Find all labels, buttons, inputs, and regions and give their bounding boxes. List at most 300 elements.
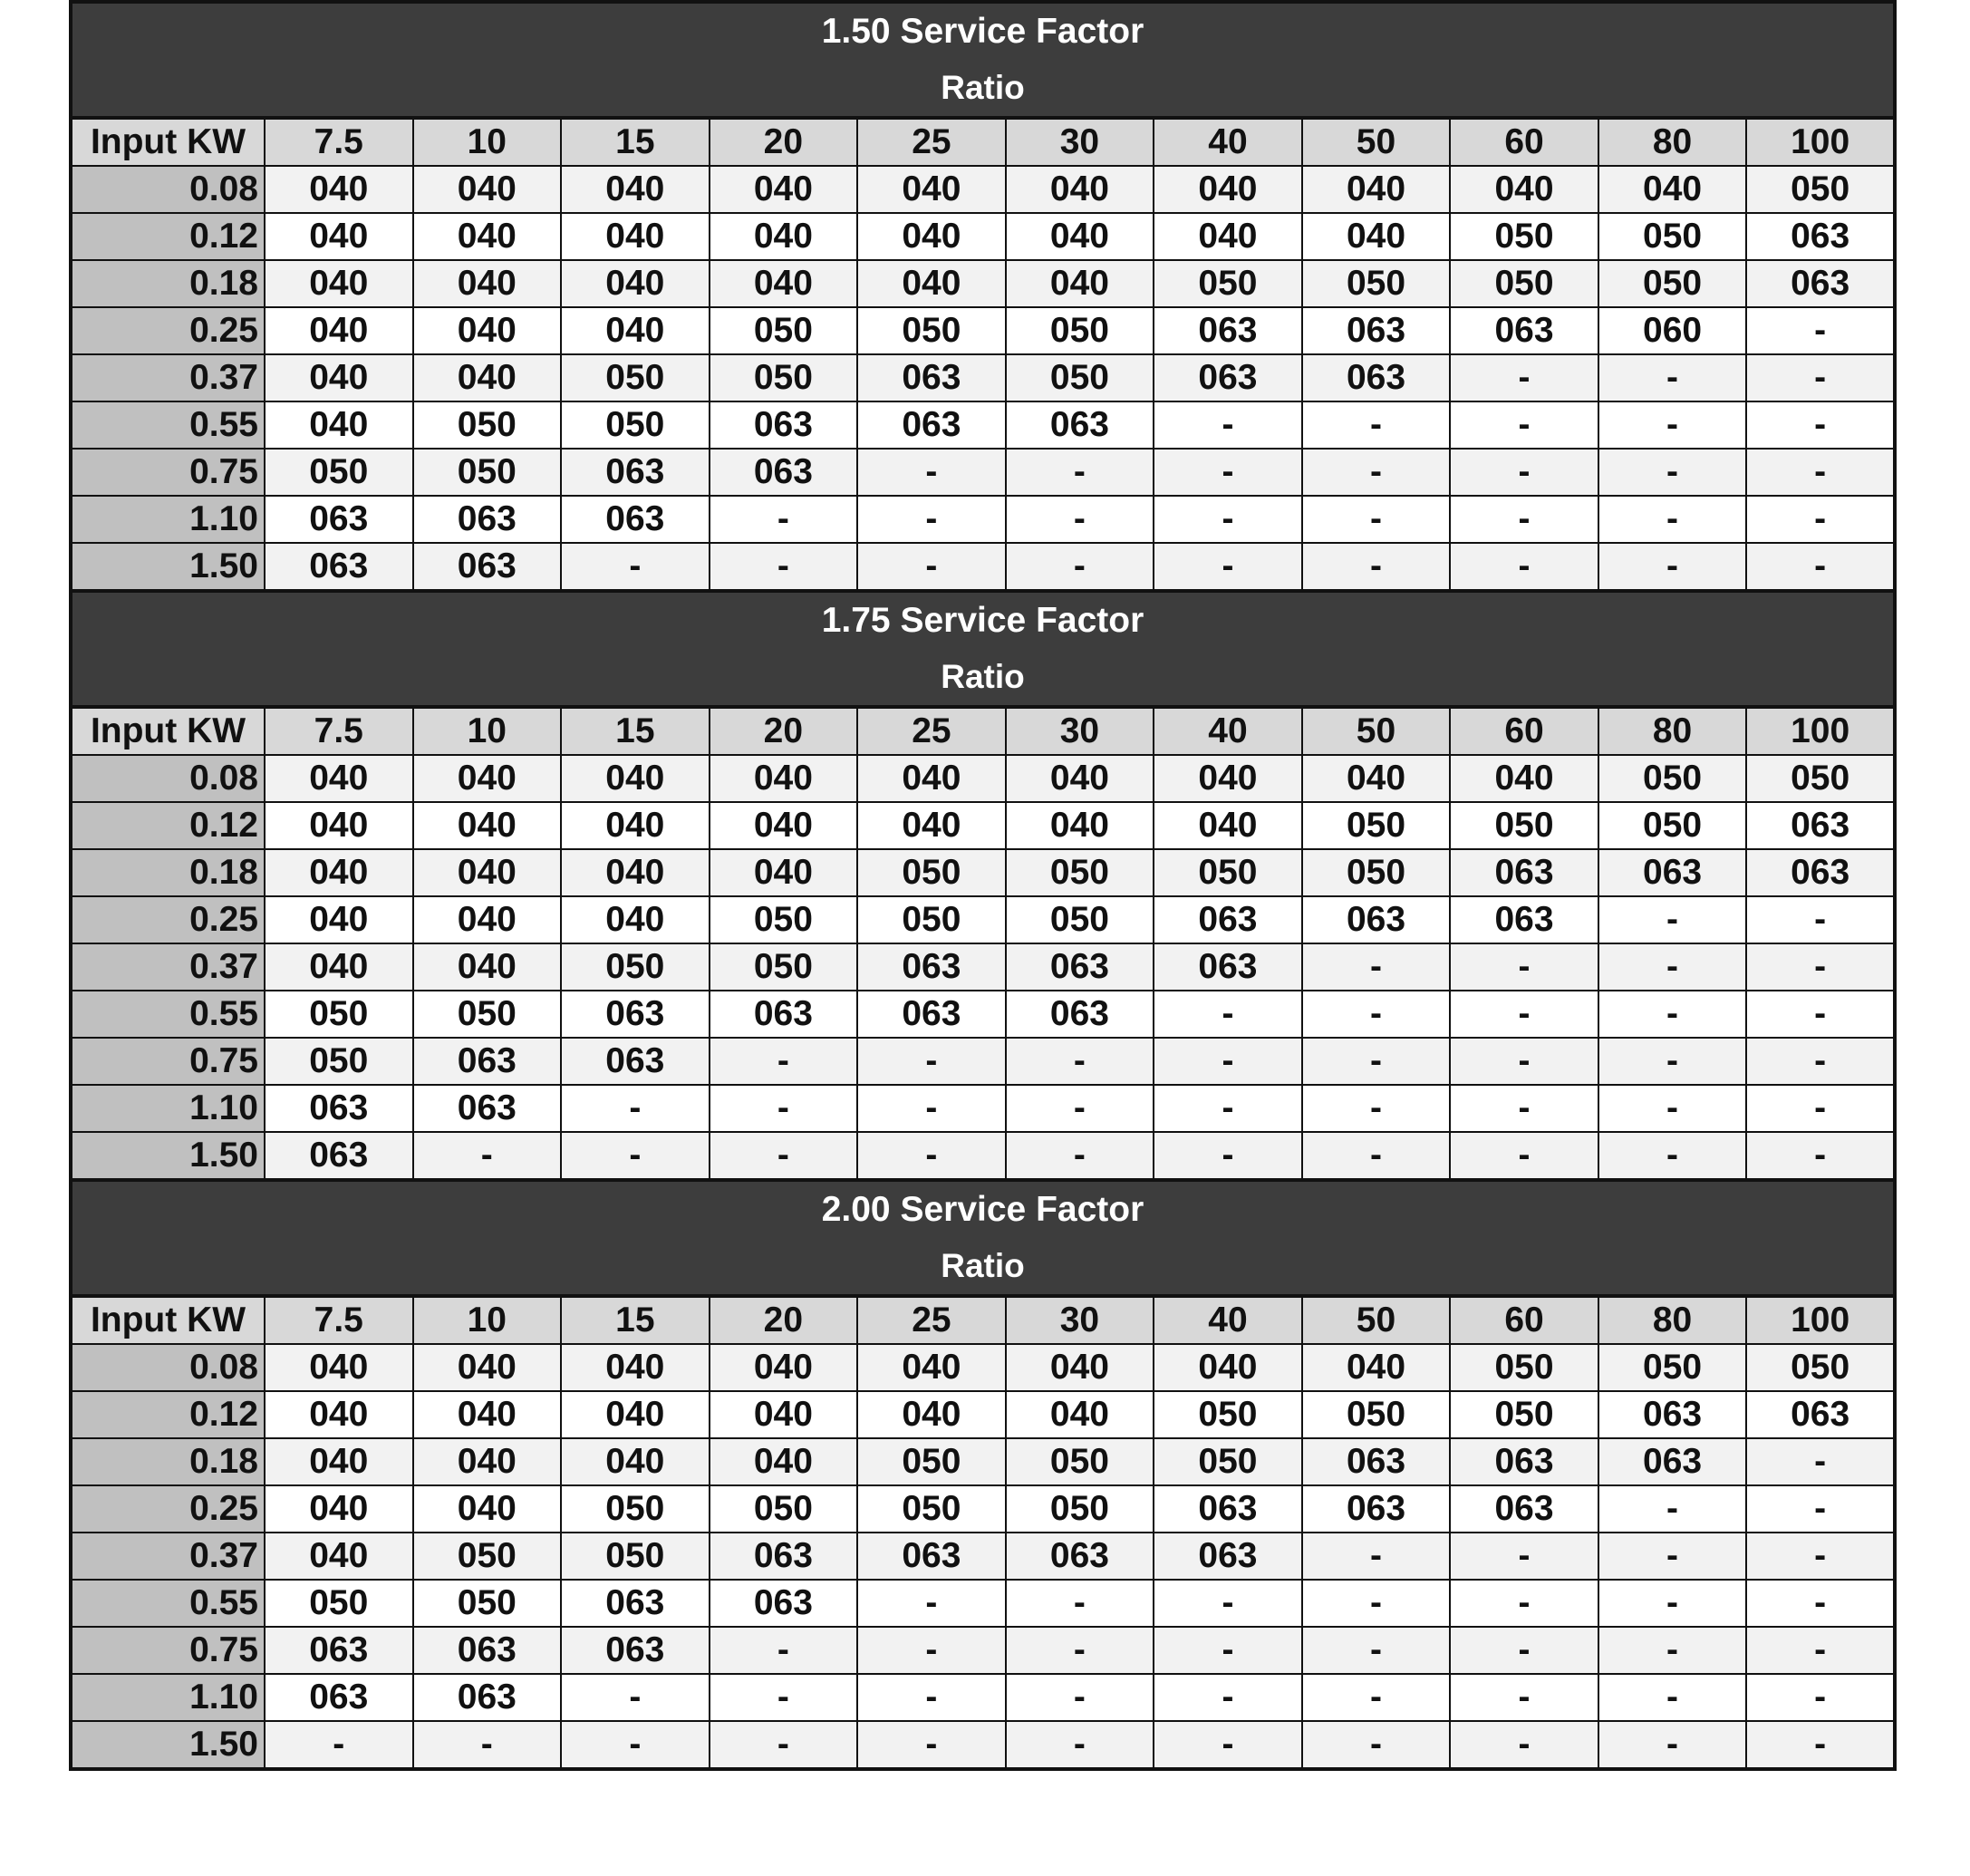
table-row: [71, 1580, 1895, 1627]
gearbox-size-cell: -: [857, 449, 1006, 496]
table-row: [71, 260, 1895, 307]
gearbox-size-cell: -: [857, 1674, 1006, 1721]
table-row: [71, 1485, 1895, 1533]
table-row: [71, 896, 1895, 943]
gearbox-size-cell: 050: [1746, 1344, 1895, 1391]
gearbox-size-cell: 050: [561, 943, 710, 991]
gearbox-size-cell: 040: [1154, 166, 1302, 213]
gearbox-size-cell: -: [1154, 1674, 1302, 1721]
table-row: [71, 802, 1895, 849]
gearbox-size-cell: -: [1302, 991, 1451, 1038]
gearbox-size-cell: 040: [561, 1344, 710, 1391]
ratio-header: 25: [857, 118, 1006, 166]
input-kw-value: 0.55: [71, 991, 265, 1038]
gearbox-size-cell: 040: [1154, 213, 1302, 260]
input-kw-value: 1.10: [71, 1674, 265, 1721]
gearbox-size-cell: 040: [1302, 755, 1451, 802]
gearbox-size-cell: -: [1154, 496, 1302, 543]
gearbox-size-cell: -: [265, 1721, 413, 1769]
gearbox-size-cell: 040: [1006, 755, 1154, 802]
gearbox-size-cell: 063: [265, 1674, 413, 1721]
gearbox-size-cell: 050: [1302, 849, 1451, 896]
table-row: [71, 1132, 1895, 1180]
gearbox-size-cell: 050: [413, 991, 562, 1038]
gearbox-size-cell: 050: [710, 896, 858, 943]
ratio-header: 15: [561, 118, 710, 166]
gearbox-size-cell: 050: [857, 849, 1006, 896]
gearbox-size-cell: 040: [265, 943, 413, 991]
gearbox-size-cell: 040: [1302, 213, 1451, 260]
gearbox-size-cell: 050: [1450, 260, 1598, 307]
gearbox-size-cell: 063: [1450, 896, 1598, 943]
gearbox-size-cell: 063: [413, 496, 562, 543]
gearbox-size-cell: -: [1006, 1674, 1154, 1721]
gearbox-size-cell: -: [1598, 1533, 1747, 1580]
gearbox-size-cell: 040: [857, 260, 1006, 307]
ratio-header: 10: [413, 707, 562, 755]
gearbox-size-cell: 050: [1598, 802, 1747, 849]
gearbox-size-cell: 040: [1450, 755, 1598, 802]
ratio-header: 7.5: [265, 118, 413, 166]
ratio-header: 25: [857, 707, 1006, 755]
gearbox-size-cell: 050: [1598, 1344, 1747, 1391]
input-kw-value: 0.75: [71, 1627, 265, 1674]
gearbox-size-cell: 040: [265, 1391, 413, 1438]
gearbox-size-cell: 040: [265, 401, 413, 449]
input-kw-value: 0.55: [71, 401, 265, 449]
ratio-header: 50: [1302, 1296, 1451, 1344]
input-kw-header: Input KW: [71, 707, 265, 755]
gearbox-size-cell: -: [1746, 449, 1895, 496]
gearbox-size-cell: 040: [413, 1391, 562, 1438]
gearbox-size-cell: -: [1154, 449, 1302, 496]
gearbox-size-cell: 050: [1006, 849, 1154, 896]
gearbox-size-cell: 040: [413, 166, 562, 213]
table-title: 2.00 Service Factor: [71, 1182, 1895, 1238]
gearbox-size-cell: 063: [1450, 1438, 1598, 1485]
ratio-header: 30: [1006, 1296, 1154, 1344]
gearbox-size-cell: 050: [857, 307, 1006, 354]
gearbox-size-cell: 040: [265, 1485, 413, 1533]
gearbox-size-cell: -: [1006, 543, 1154, 591]
gearbox-size-cell: 040: [265, 802, 413, 849]
gearbox-size-cell: 050: [1598, 755, 1747, 802]
gearbox-size-cell: -: [1302, 496, 1451, 543]
gearbox-size-cell: 050: [1598, 260, 1747, 307]
gearbox-size-cell: 040: [561, 307, 710, 354]
gearbox-size-cell: -: [1746, 307, 1895, 354]
gearbox-size-cell: -: [1450, 354, 1598, 401]
gearbox-size-cell: -: [1302, 1580, 1451, 1627]
gearbox-size-cell: -: [1450, 543, 1598, 591]
input-kw-value: 0.08: [71, 755, 265, 802]
gearbox-size-cell: -: [1302, 943, 1451, 991]
gearbox-size-cell: 050: [710, 354, 858, 401]
gearbox-size-cell: 060: [1598, 307, 1747, 354]
gearbox-size-cell: -: [1302, 1533, 1451, 1580]
gearbox-size-cell: 063: [710, 1533, 858, 1580]
gearbox-size-cell: 050: [265, 1580, 413, 1627]
ratio-header: 10: [413, 118, 562, 166]
table-row: [71, 1721, 1895, 1769]
gearbox-size-cell: 040: [710, 1391, 858, 1438]
gearbox-size-cell: 063: [1006, 943, 1154, 991]
gearbox-size-cell: -: [857, 543, 1006, 591]
input-kw-value: 0.25: [71, 1485, 265, 1533]
gearbox-size-cell: 063: [857, 991, 1006, 1038]
gearbox-size-cell: -: [1746, 1627, 1895, 1674]
gearbox-size-cell: -: [1154, 991, 1302, 1038]
input-kw-value: 1.50: [71, 1132, 265, 1180]
gearbox-size-cell: 040: [413, 260, 562, 307]
gearbox-size-cell: 040: [1006, 1344, 1154, 1391]
ratio-header: 10: [413, 1296, 562, 1344]
gearbox-size-cell: 040: [265, 1533, 413, 1580]
gearbox-size-cell: 063: [1006, 1533, 1154, 1580]
gearbox-size-cell: 040: [413, 354, 562, 401]
gearbox-size-cell: 040: [857, 166, 1006, 213]
gearbox-size-cell: -: [561, 1674, 710, 1721]
input-kw-value: 0.37: [71, 354, 265, 401]
gearbox-size-cell: 050: [1450, 213, 1598, 260]
gearbox-size-cell: 063: [1302, 1438, 1451, 1485]
gearbox-size-cell: -: [1450, 496, 1598, 543]
gearbox-size-cell: 063: [265, 543, 413, 591]
gearbox-size-cell: -: [857, 1580, 1006, 1627]
gearbox-size-cell: -: [1006, 496, 1154, 543]
table-row: [71, 1038, 1895, 1085]
gearbox-size-cell: 040: [561, 213, 710, 260]
gearbox-size-cell: -: [1598, 1721, 1747, 1769]
ratio-header: 25: [857, 1296, 1006, 1344]
gearbox-size-cell: 063: [413, 1627, 562, 1674]
gearbox-size-cell: -: [1154, 1580, 1302, 1627]
gearbox-size-cell: 040: [857, 1391, 1006, 1438]
gearbox-size-cell: 050: [857, 1485, 1006, 1533]
gearbox-size-cell: -: [1302, 1674, 1451, 1721]
gearbox-size-cell: 050: [1006, 1485, 1154, 1533]
gearbox-size-cell: 063: [1006, 991, 1154, 1038]
gearbox-size-cell: 063: [1746, 260, 1895, 307]
gearbox-size-cell: -: [710, 543, 858, 591]
service-factor-table: [69, 0, 1897, 593]
input-kw-value: 0.08: [71, 1344, 265, 1391]
gearbox-size-cell: 040: [1154, 1344, 1302, 1391]
gearbox-size-cell: 040: [710, 849, 858, 896]
input-kw-value: 1.10: [71, 1085, 265, 1132]
gearbox-size-cell: -: [1598, 354, 1747, 401]
gearbox-size-cell: -: [1450, 1721, 1598, 1769]
gearbox-size-cell: -: [561, 1085, 710, 1132]
ratio-header: 100: [1746, 1296, 1895, 1344]
input-kw-value: 0.25: [71, 307, 265, 354]
gearbox-size-cell: 050: [1450, 802, 1598, 849]
gearbox-size-cell: 040: [1006, 802, 1154, 849]
gearbox-size-cell: 063: [1154, 354, 1302, 401]
gearbox-size-cell: 040: [1450, 166, 1598, 213]
gearbox-size-cell: 050: [561, 1533, 710, 1580]
input-kw-value: 0.75: [71, 1038, 265, 1085]
gearbox-size-cell: 063: [413, 1085, 562, 1132]
gearbox-size-cell: 040: [265, 260, 413, 307]
ratio-header: 80: [1598, 707, 1747, 755]
ratio-label: Ratio: [71, 649, 1895, 707]
ratio-header: 30: [1006, 707, 1154, 755]
gearbox-size-cell: -: [1302, 1132, 1451, 1180]
input-kw-value: 0.55: [71, 1580, 265, 1627]
gearbox-size-cell: -: [1746, 1580, 1895, 1627]
input-kw-header: Input KW: [71, 1296, 265, 1344]
gearbox-size-cell: 040: [710, 1344, 858, 1391]
gearbox-size-cell: 063: [561, 1580, 710, 1627]
gearbox-size-cell: 063: [265, 496, 413, 543]
ratio-header: 100: [1746, 118, 1895, 166]
gearbox-size-cell: 040: [857, 213, 1006, 260]
gearbox-size-cell: -: [1746, 1438, 1895, 1485]
gearbox-size-cell: -: [1154, 401, 1302, 449]
table-row: [71, 1533, 1895, 1580]
gearbox-size-cell: -: [1450, 401, 1598, 449]
gearbox-size-cell: -: [1450, 1580, 1598, 1627]
gearbox-size-cell: 063: [561, 1627, 710, 1674]
gearbox-size-cell: 063: [1302, 354, 1451, 401]
input-kw-value: 0.37: [71, 943, 265, 991]
ratio-header: 40: [1154, 118, 1302, 166]
service-factor-table: [69, 593, 1897, 1182]
gearbox-size-cell: 063: [1746, 213, 1895, 260]
gearbox-size-cell: 040: [413, 755, 562, 802]
gearbox-size-cell: 040: [265, 307, 413, 354]
gearbox-size-cell: -: [1450, 1627, 1598, 1674]
gearbox-size-cell: 063: [1154, 1533, 1302, 1580]
gearbox-size-cell: 063: [265, 1132, 413, 1180]
gearbox-size-cell: 040: [1302, 1344, 1451, 1391]
gearbox-size-cell: 050: [1302, 802, 1451, 849]
table-row: [71, 1344, 1895, 1391]
gearbox-size-cell: 040: [1006, 260, 1154, 307]
gearbox-size-cell: -: [1450, 991, 1598, 1038]
gearbox-size-cell: 063: [1746, 802, 1895, 849]
gearbox-size-cell: -: [710, 1721, 858, 1769]
gearbox-size-cell: 040: [710, 260, 858, 307]
gearbox-size-cell: 040: [561, 260, 710, 307]
gearbox-size-cell: -: [857, 1627, 1006, 1674]
gearbox-size-cell: 050: [1450, 1344, 1598, 1391]
ratio-header: 40: [1154, 1296, 1302, 1344]
gearbox-size-cell: -: [1006, 1627, 1154, 1674]
gearbox-size-cell: -: [1450, 1132, 1598, 1180]
gearbox-size-cell: 063: [1450, 1485, 1598, 1533]
gearbox-size-cell: -: [1746, 1085, 1895, 1132]
gearbox-size-cell: -: [710, 1038, 858, 1085]
gearbox-size-cell: 050: [413, 1533, 562, 1580]
gearbox-size-cell: -: [1154, 1085, 1302, 1132]
gearbox-size-cell: -: [1302, 543, 1451, 591]
gearbox-size-cell: 063: [1154, 896, 1302, 943]
gearbox-size-cell: -: [1450, 1674, 1598, 1721]
input-kw-value: 1.50: [71, 1721, 265, 1769]
service-factor-table: [69, 1182, 1897, 1771]
gearbox-size-cell: -: [1746, 354, 1895, 401]
input-kw-header: Input KW: [71, 118, 265, 166]
input-kw-value: 0.18: [71, 1438, 265, 1485]
gearbox-size-cell: 040: [561, 755, 710, 802]
gearbox-size-cell: -: [1746, 1485, 1895, 1533]
gearbox-size-cell: 040: [710, 802, 858, 849]
gearbox-size-cell: 050: [1154, 1391, 1302, 1438]
gearbox-size-cell: -: [1746, 1132, 1895, 1180]
gearbox-size-cell: -: [857, 1132, 1006, 1180]
ratio-header: 20: [710, 707, 858, 755]
gearbox-size-cell: -: [710, 496, 858, 543]
gearbox-size-cell: 040: [413, 213, 562, 260]
table-row: [71, 354, 1895, 401]
gearbox-size-cell: 063: [710, 991, 858, 1038]
ratio-header: 80: [1598, 118, 1747, 166]
gearbox-size-cell: -: [1450, 1533, 1598, 1580]
gearbox-size-cell: 040: [413, 943, 562, 991]
gearbox-size-cell: 040: [413, 802, 562, 849]
input-kw-value: 0.12: [71, 1391, 265, 1438]
gearbox-size-cell: 050: [1154, 1438, 1302, 1485]
ratio-header: 7.5: [265, 1296, 413, 1344]
gearbox-size-cell: 050: [1302, 260, 1451, 307]
gearbox-size-cell: -: [1302, 1627, 1451, 1674]
gearbox-size-cell: 063: [1746, 849, 1895, 896]
table-row: [71, 449, 1895, 496]
gearbox-size-cell: -: [1302, 1085, 1451, 1132]
gearbox-size-cell: 050: [413, 449, 562, 496]
gearbox-size-cell: 050: [1006, 307, 1154, 354]
gearbox-size-cell: -: [1746, 991, 1895, 1038]
gearbox-size-cell: 050: [1746, 166, 1895, 213]
gearbox-size-cell: 040: [1154, 802, 1302, 849]
ratio-header: 7.5: [265, 707, 413, 755]
gearbox-size-cell: 063: [265, 1627, 413, 1674]
input-kw-value: 0.75: [71, 449, 265, 496]
gearbox-size-cell: 050: [265, 449, 413, 496]
gearbox-size-cell: 063: [1006, 401, 1154, 449]
gearbox-size-cell: 040: [710, 166, 858, 213]
table-title: 1.75 Service Factor: [71, 593, 1895, 649]
gearbox-size-cell: 040: [561, 1391, 710, 1438]
gearbox-size-cell: -: [857, 496, 1006, 543]
gearbox-size-cell: 063: [857, 943, 1006, 991]
gearbox-size-cell: 040: [265, 354, 413, 401]
gearbox-size-cell: 040: [265, 213, 413, 260]
gearbox-size-cell: 040: [710, 1438, 858, 1485]
gearbox-size-cell: 050: [1746, 755, 1895, 802]
table-row: [71, 307, 1895, 354]
gearbox-size-cell: 050: [857, 1438, 1006, 1485]
service-factor-tables: [69, 0, 1897, 1771]
gearbox-size-cell: 063: [1450, 307, 1598, 354]
gearbox-size-cell: 063: [413, 1674, 562, 1721]
gearbox-size-cell: 063: [1598, 849, 1747, 896]
gearbox-size-cell: 040: [265, 849, 413, 896]
gearbox-size-cell: 040: [1006, 213, 1154, 260]
gearbox-size-cell: 063: [561, 496, 710, 543]
gearbox-size-cell: 040: [561, 896, 710, 943]
gearbox-size-cell: -: [1746, 1533, 1895, 1580]
ratio-header: 60: [1450, 707, 1598, 755]
gearbox-size-cell: 063: [1746, 1391, 1895, 1438]
gearbox-size-cell: 040: [1006, 1391, 1154, 1438]
gearbox-size-cell: -: [1746, 1721, 1895, 1769]
table-row: [71, 496, 1895, 543]
gearbox-size-cell: -: [857, 1038, 1006, 1085]
gearbox-size-cell: 050: [1154, 849, 1302, 896]
gearbox-size-cell: -: [710, 1674, 858, 1721]
gearbox-size-cell: 063: [561, 1038, 710, 1085]
gearbox-size-cell: -: [1598, 943, 1747, 991]
gearbox-size-cell: 063: [1302, 307, 1451, 354]
gearbox-size-cell: -: [413, 1132, 562, 1180]
gearbox-size-cell: 040: [265, 755, 413, 802]
gearbox-size-cell: 040: [265, 896, 413, 943]
ratio-header: 20: [710, 1296, 858, 1344]
ratio-header: 20: [710, 118, 858, 166]
table-row: [71, 943, 1895, 991]
gearbox-size-cell: 050: [561, 354, 710, 401]
gearbox-size-cell: 063: [1154, 307, 1302, 354]
gearbox-size-cell: -: [1746, 401, 1895, 449]
gearbox-size-cell: 040: [710, 755, 858, 802]
gearbox-size-cell: -: [710, 1627, 858, 1674]
table-title: 1.50 Service Factor: [71, 2, 1895, 60]
gearbox-size-cell: -: [710, 1085, 858, 1132]
gearbox-size-cell: -: [1450, 1085, 1598, 1132]
input-kw-value: 0.08: [71, 166, 265, 213]
table-row: [71, 1674, 1895, 1721]
gearbox-size-cell: -: [1154, 1038, 1302, 1085]
gearbox-size-cell: -: [1302, 1038, 1451, 1085]
gearbox-size-cell: 050: [265, 1038, 413, 1085]
gearbox-size-cell: 063: [857, 1533, 1006, 1580]
gearbox-size-cell: 050: [1450, 1391, 1598, 1438]
gearbox-size-cell: -: [1006, 1721, 1154, 1769]
gearbox-size-cell: -: [1154, 543, 1302, 591]
input-kw-value: 1.10: [71, 496, 265, 543]
gearbox-size-cell: -: [1006, 1132, 1154, 1180]
gearbox-size-cell: 040: [857, 1344, 1006, 1391]
gearbox-size-cell: 050: [1006, 354, 1154, 401]
gearbox-size-cell: 050: [561, 401, 710, 449]
input-kw-value: 0.18: [71, 260, 265, 307]
gearbox-size-cell: -: [1746, 896, 1895, 943]
gearbox-size-cell: 040: [413, 849, 562, 896]
table-row: [71, 401, 1895, 449]
gearbox-size-cell: 040: [1302, 166, 1451, 213]
gearbox-size-cell: -: [1598, 896, 1747, 943]
table-row: [71, 1085, 1895, 1132]
gearbox-size-cell: 040: [413, 307, 562, 354]
ratio-label: Ratio: [71, 1238, 1895, 1296]
gearbox-size-cell: 040: [710, 213, 858, 260]
gearbox-size-cell: -: [1598, 991, 1747, 1038]
gearbox-size-cell: 040: [561, 1438, 710, 1485]
ratio-header: 100: [1746, 707, 1895, 755]
gearbox-size-cell: 050: [1302, 1391, 1451, 1438]
gearbox-size-cell: 040: [561, 802, 710, 849]
gearbox-size-cell: -: [1746, 943, 1895, 991]
gearbox-size-cell: -: [1746, 543, 1895, 591]
ratio-header: 30: [1006, 118, 1154, 166]
gearbox-size-cell: -: [1450, 449, 1598, 496]
gearbox-size-cell: -: [1006, 1580, 1154, 1627]
gearbox-size-cell: 063: [265, 1085, 413, 1132]
gearbox-size-cell: 063: [710, 449, 858, 496]
